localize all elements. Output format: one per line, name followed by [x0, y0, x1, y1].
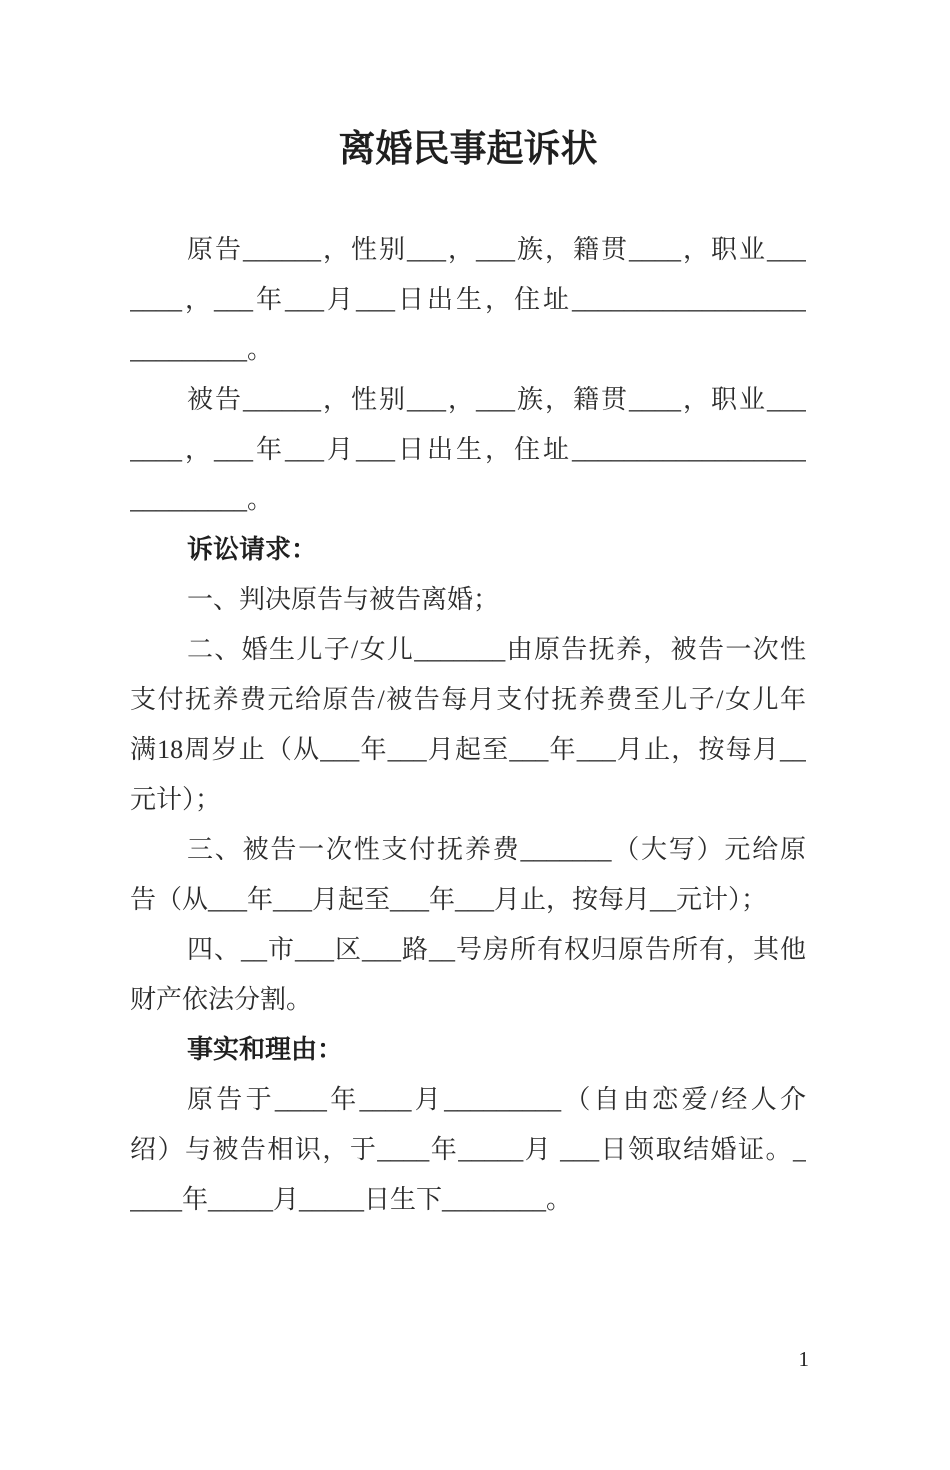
document-line: ____年_____月_____日生下________。 — [130, 1185, 573, 1214]
document-line: 被告______，性别___，___族，籍贯____，职业___ — [187, 385, 806, 414]
document-line: 事实和理由： — [187, 1035, 344, 1064]
document-line: 诉讼请求： — [187, 535, 318, 564]
page-number: 1 — [798, 1347, 809, 1371]
document-line: 一、判决原告与被告离婚； — [187, 585, 500, 614]
document-line: 二、婚生儿子/女儿_______由原告抚养，被告一次性 — [187, 635, 806, 664]
document-line: ____，___年___月___日出生，住址__________________ — [130, 435, 806, 464]
document-line: _________。 — [130, 335, 274, 364]
document-line: 财产依法分割。 — [130, 985, 313, 1014]
document-line: ____，___年___月___日出生，住址__________________ — [130, 285, 806, 314]
document-line: 满18周岁止（从___年___月起至___年___月止，按每月__ — [130, 735, 806, 764]
document-line: 元计）； — [130, 785, 222, 814]
document-title: 离婚民事起诉状 — [338, 129, 598, 170]
document-line: 原告______，性别___，___族，籍贯____，职业___ — [187, 235, 806, 264]
document-body — [130, 225, 806, 1225]
document-line: _________。 — [130, 485, 274, 514]
document-line: 告（从___年___月起至___年___月止，按每月__元计）； — [130, 885, 768, 914]
document-line: 四、__市___区___路__号房所有权归原告所有，其他 — [187, 935, 806, 964]
document-line: 绍）与被告相识，于____年_____月 ___日领取结婚证。_ — [130, 1135, 806, 1164]
document-page — [0, 126, 950, 1470]
document-line: 支付抚养费元给原告/被告每月支付抚养费至儿子/女儿年 — [130, 685, 806, 714]
document-line: 原告于____年____月_________（自由恋爱/经人介 — [187, 1085, 806, 1114]
document-line: 三、被告一次性支付抚养费_______（大写）元给原 — [187, 835, 806, 864]
